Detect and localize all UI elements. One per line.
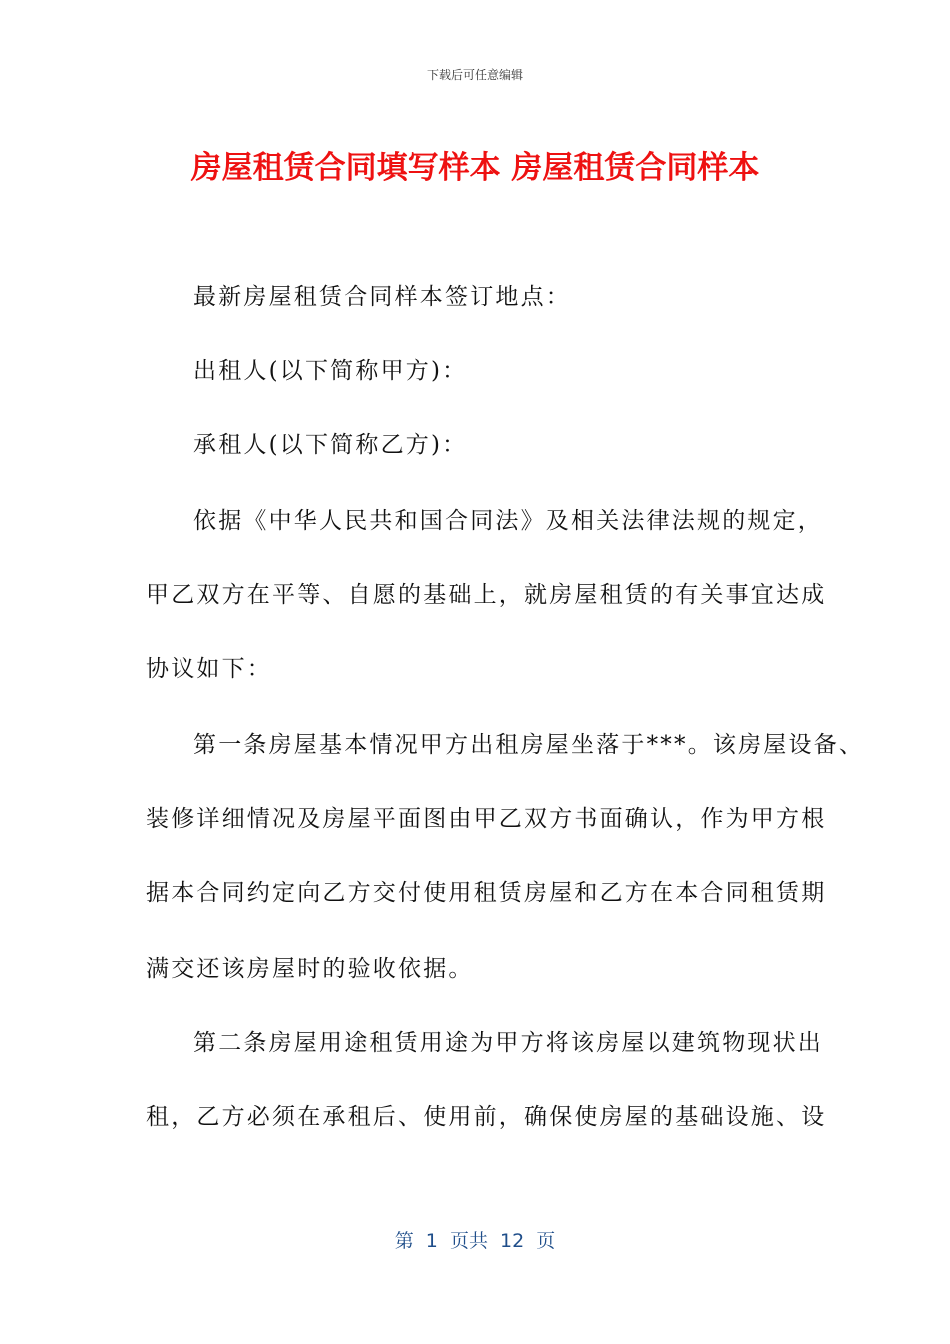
body-line: 第二条房屋用途租赁用途为甲方将该房屋以建筑物现状出 [193,1030,823,1056]
body-line: 满交还该房屋时的验收依据。 [146,956,474,982]
body-line: 承租人(以下简称乙方)： [193,432,468,458]
header-note: 下载后可任意编辑 [426,68,523,82]
body-line: 依据《中华人民共和国合同法》及相关法律法规的规定， [193,508,823,534]
body-line: 甲乙双方在平等、自愿的基础上，就房屋租赁的有关事宜达成 [146,582,827,608]
body-line: 出租人(以下简称甲方)： [193,358,468,384]
body-line: 装修详细情况及房屋平面图由甲乙双方书面确认，作为甲方根 [146,806,827,832]
body-line: 第一条房屋基本情况甲方出租房屋坐落于***。该房屋设备、 [193,732,865,758]
body-line: 最新房屋租赁合同样本签订地点： [193,284,571,310]
page-number-footer: 第 1 页共 12 页 [394,1230,556,1252]
body-line: 租，乙方必须在承租后、使用前，确保使房屋的基础设施、设 [146,1104,827,1130]
body-line: 协议如下： [146,656,272,682]
body-line: 据本合同约定向乙方交付使用租赁房屋和乙方在本合同租赁期 [146,880,827,906]
document-title: 房屋租赁合同填写样本 房屋租赁合同样本 [190,150,760,186]
